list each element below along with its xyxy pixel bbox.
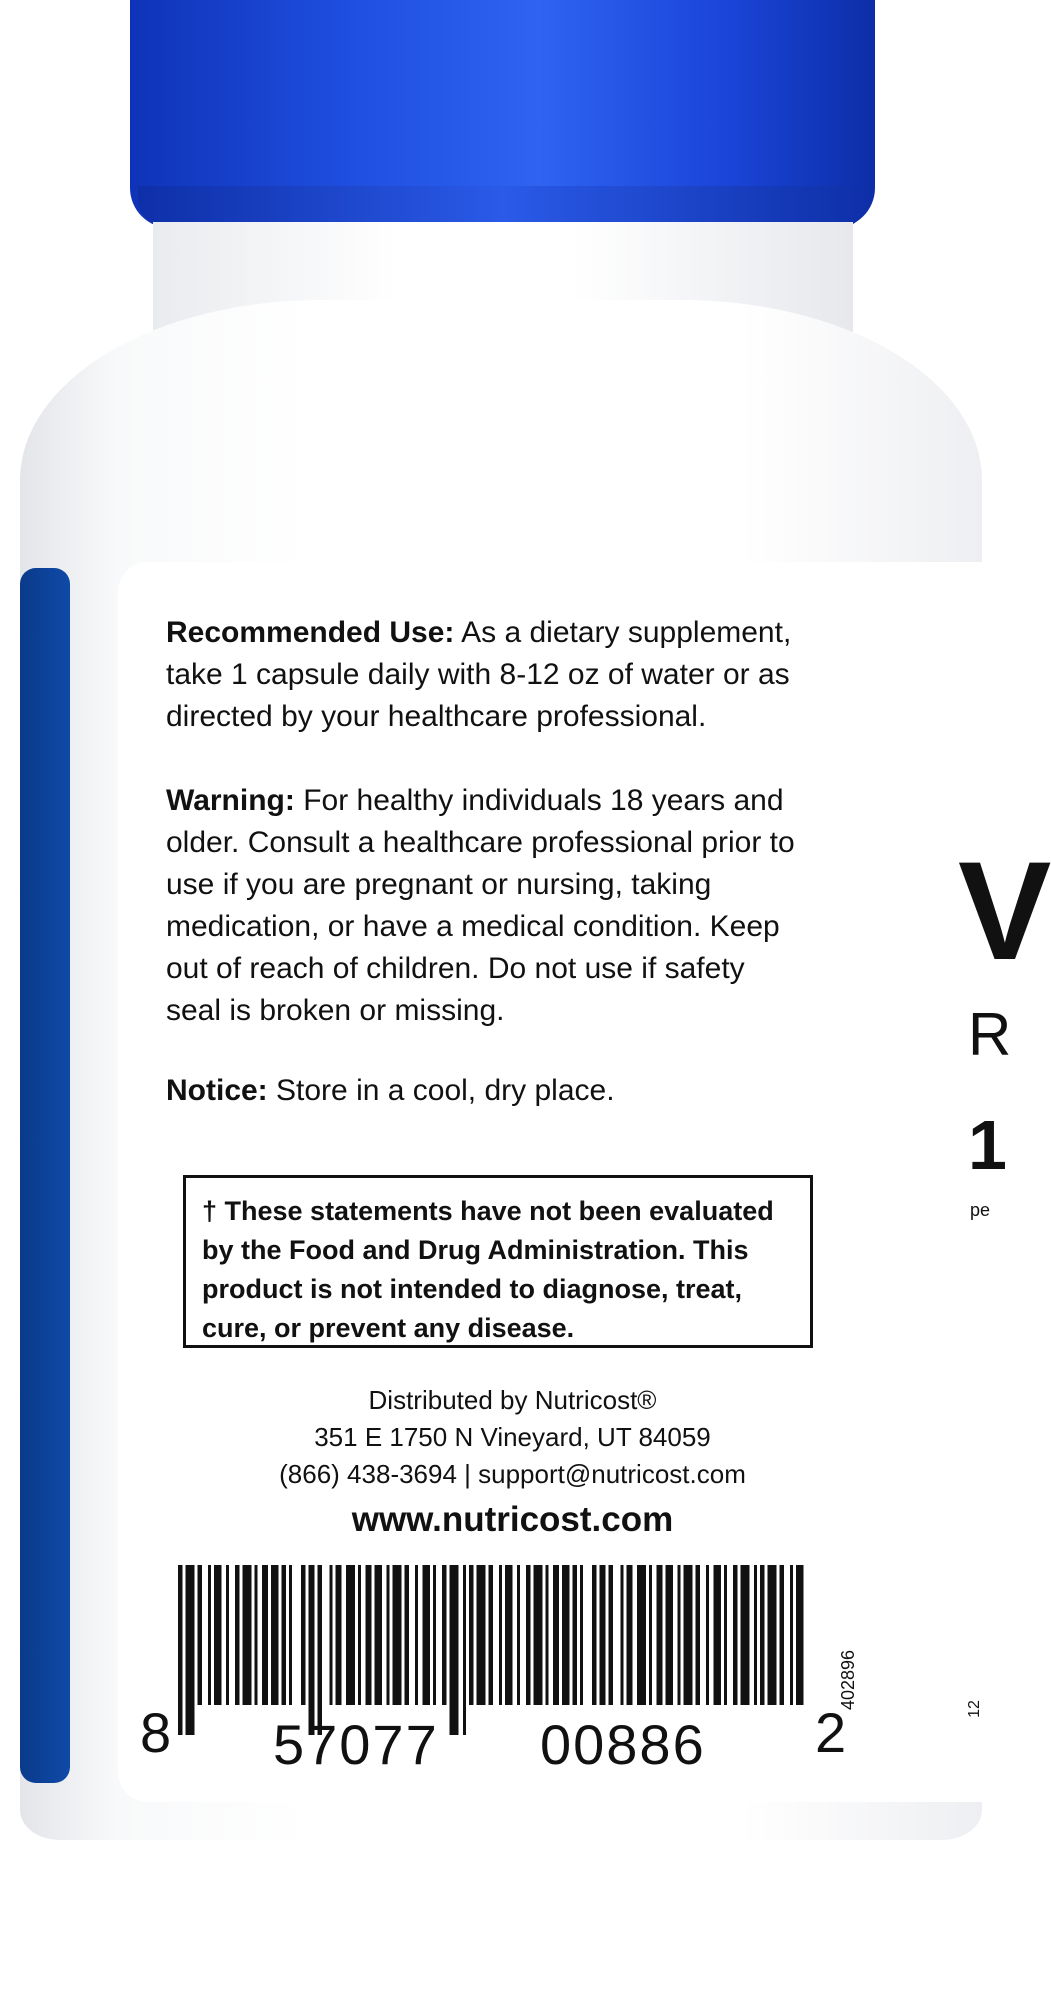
barcode-bar	[489, 1565, 494, 1705]
notice-text: Store in a cool, dry place.	[276, 1074, 615, 1107]
blue-label-stripe	[20, 568, 70, 1783]
disclaimer-line: † These statements have not been evaluated	[202, 1196, 774, 1226]
barcode-bar	[450, 1565, 459, 1735]
warning-line: older. Consult a healthcare professional prior to	[166, 826, 795, 859]
distributor-name: Distributed by Nutricost®	[368, 1385, 657, 1415]
barcode-bar	[684, 1565, 693, 1705]
barcode-bar	[271, 1565, 279, 1705]
barcode-bar	[214, 1565, 222, 1705]
front-label-fragment-big: V	[958, 832, 1051, 989]
barcode-bar	[526, 1565, 531, 1705]
warning-line: medication, or have a medical condition. Keep	[166, 910, 780, 943]
recommended-use-heading: Recommended Use:	[166, 616, 455, 649]
barcode-bar	[318, 1565, 323, 1735]
barcode-bar	[289, 1565, 292, 1705]
distributor-address: 351 E 1750 N Vineyard, UT 84059	[314, 1422, 711, 1452]
barcode-bar	[580, 1565, 583, 1705]
barcode-bar	[469, 1565, 474, 1705]
barcode-bar	[741, 1565, 750, 1705]
barcode-bar	[358, 1565, 361, 1705]
warning-block	[166, 780, 856, 1032]
barcode-bar	[423, 1565, 431, 1705]
barcode-bar	[393, 1565, 402, 1705]
barcode-bar	[553, 1565, 559, 1705]
barcode-bar	[517, 1565, 520, 1705]
barcode-bar	[336, 1565, 342, 1705]
warning-heading: Warning:	[166, 784, 295, 817]
disclaimer-line: by the Food and Drug Administration. This	[202, 1235, 749, 1265]
barcode-bar	[477, 1565, 486, 1705]
barcode-bar	[387, 1565, 390, 1705]
barcode-bar	[562, 1565, 570, 1705]
barcode-bar	[573, 1565, 578, 1705]
barcode-bar	[546, 1565, 549, 1705]
barcode-bar	[706, 1565, 709, 1705]
barcode-bar	[754, 1565, 757, 1705]
barcode-bar	[442, 1565, 447, 1705]
barcode-bar	[208, 1565, 211, 1705]
notice-heading: Notice:	[166, 1074, 268, 1107]
barcode-bar	[678, 1565, 681, 1705]
barcode-bar	[627, 1565, 633, 1705]
barcode-bar	[714, 1565, 722, 1705]
barcode-bar	[282, 1565, 287, 1705]
barcode-bar	[415, 1565, 418, 1705]
recommended-use-line: take 1 capsule daily with 8-12 oz of water or as	[166, 658, 790, 691]
barcode-bar	[178, 1565, 183, 1735]
disclaimer-line: cure, or prevent any disease.	[202, 1313, 575, 1343]
barcode-bar	[198, 1565, 203, 1705]
barcode-bar	[696, 1565, 701, 1705]
recommended-use-line: As a dietary supplement,	[461, 616, 792, 649]
disclaimer-line: product is not intended to diagnose, treat,	[202, 1274, 743, 1304]
warning-line: use if you are pregnant or nursing, taking	[166, 868, 712, 901]
barcode-bar	[780, 1565, 785, 1705]
barcode-bar	[243, 1565, 252, 1705]
barcode-bar	[499, 1565, 502, 1705]
side-code: 402896	[838, 1649, 858, 1710]
distributor-block	[160, 1382, 865, 1493]
barcode-bar	[609, 1565, 614, 1705]
barcode-bar	[600, 1565, 606, 1705]
barcode-bar	[724, 1565, 727, 1705]
front-label-fragment-r: R	[968, 1001, 1012, 1068]
barcode-bar	[262, 1565, 268, 1705]
barcode-bar	[621, 1565, 624, 1705]
barcode-bar	[637, 1565, 646, 1705]
barcode-digits-group2: 00886	[540, 1713, 706, 1776]
barcode-digit-left: 8	[140, 1701, 172, 1764]
barcode-bar	[405, 1565, 410, 1705]
barcode-bar	[366, 1565, 372, 1705]
recommended-use-line: directed by your healthcare professional.	[166, 700, 707, 733]
warning-line: seal is broken or missing.	[166, 994, 505, 1027]
barcode-bar	[649, 1565, 652, 1705]
barcode-digits-group1: 57077	[273, 1713, 439, 1776]
barcode-bar	[433, 1565, 436, 1705]
barcode-bar	[330, 1565, 333, 1705]
barcode-bar	[463, 1565, 466, 1735]
barcode-bar	[375, 1565, 383, 1705]
fda-disclaimer-box	[183, 1175, 813, 1348]
barcode-bar	[309, 1565, 315, 1735]
front-label-fragment-edge: 12	[965, 1700, 983, 1718]
barcode-bar	[534, 1565, 543, 1705]
barcode-bar	[768, 1565, 777, 1705]
barcode-bar	[657, 1565, 663, 1705]
distributor-contact: (866) 438-3694 | support@nutricost.com	[279, 1459, 746, 1489]
barcode-bar	[505, 1565, 513, 1705]
barcode	[178, 1565, 800, 1735]
barcode-bar	[790, 1565, 793, 1705]
recommended-use-block	[166, 612, 856, 738]
warning-line: For healthy individuals 18 years and	[303, 784, 784, 817]
barcode-bar	[733, 1565, 738, 1705]
barcode-bar	[301, 1565, 306, 1705]
barcode-bar	[666, 1565, 674, 1705]
barcode-digit-right: 2	[815, 1701, 847, 1764]
barcode-bar	[226, 1565, 229, 1705]
website-url: www.nutricost.com	[351, 1500, 674, 1539]
notice-block	[166, 1070, 856, 1112]
barcode-bar	[235, 1565, 240, 1705]
front-label-fragment-small: pe	[970, 1200, 991, 1220]
barcode-bar	[760, 1565, 765, 1705]
barcode-bar	[186, 1565, 195, 1735]
warning-line: out of reach of children. Do not use if safety	[166, 952, 745, 985]
barcode-bar	[346, 1565, 355, 1705]
barcode-bar	[796, 1565, 804, 1705]
barcode-bar	[255, 1565, 258, 1705]
barcode-bar	[592, 1565, 597, 1705]
front-label-fragment-one: 1	[968, 1106, 1007, 1184]
